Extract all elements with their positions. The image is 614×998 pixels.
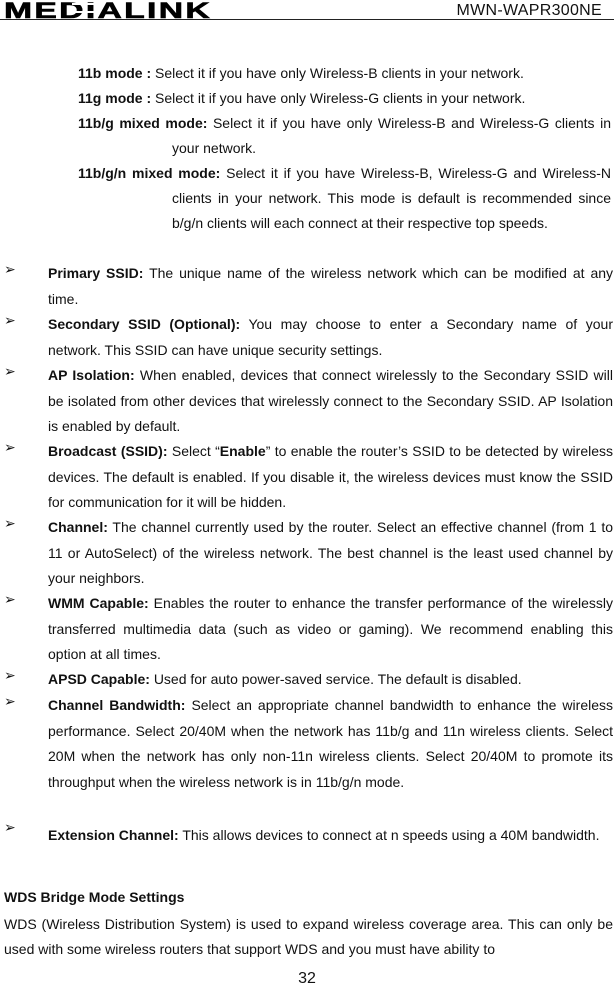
- item-label: Primary SSID:: [48, 265, 144, 281]
- mode-label: 11b mode :: [78, 65, 152, 81]
- arrow-bullet-icon: ➢: [4, 693, 16, 709]
- item-text: When enabled, devices that connect wirelessly to the Secondary SSID will be isolated from other devices that wirelessly connect to the Secondary SSID. AP Isolation is enabled by default.: [48, 367, 614, 434]
- section-paragraph: WDS (Wireless Distribution System) is used to expand wireless coverage area. This can only be used with some wireless routers that support WDS and you must have ability to: [4, 916, 613, 957]
- mode-label: 11g mode :: [78, 90, 152, 106]
- mode-text: Select it if you have only Wireless-B and Wireless-G clients in your network.: [172, 115, 611, 156]
- item-text: The unique name of the wireless network which can be modified at any time.: [48, 265, 614, 307]
- item-label: APSD Capable:: [48, 671, 150, 687]
- page-number: 32: [298, 970, 316, 987]
- item-text-pre: Select “: [171, 443, 220, 459]
- item-label: Extension Channel:: [48, 827, 179, 843]
- item-label: Broadcast (SSID):: [48, 443, 168, 459]
- item-text: Enables the router to enhance the transfer performance of the wirelessly transferred multimedia data (such as video or gaming). We recommend enabling this option at all times.: [48, 595, 613, 662]
- svg-text:MEDIALINK: MEDIALINK: [4, 0, 212, 22]
- section-heading: WDS Bridge Mode Settings: [4, 889, 185, 905]
- mode-item: [78, 61, 611, 86]
- mode-text: Select it if you have only Wireless-G clients in your network.: [155, 90, 526, 106]
- item-text: Select an appropriate channel bandwidth to enhance the wireless performance. Select 20/40M when the network has 11b/g and 11n wireless clients. Select 20M when the network has only non-11n wireless clients. Select 20/40M to promote its throughput when the wireless network is in 11b/g/n mode.: [48, 697, 614, 790]
- arrow-bullet-icon: ➢: [4, 515, 16, 531]
- mode-text: Select it if you have only Wireless-B clients in your network.: [155, 65, 524, 81]
- item-label: Secondary SSID (Optional):: [48, 316, 241, 332]
- mode-item: [78, 111, 611, 161]
- mode-item: [78, 161, 611, 236]
- arrow-bullet-icon: ➢: [4, 667, 16, 683]
- enable-keyword: Enable: [219, 443, 266, 459]
- model-number: MWN-WAPR300NE: [456, 2, 602, 19]
- arrow-bullet-icon: ➢: [4, 819, 16, 835]
- item-label: WMM Capable:: [48, 595, 149, 611]
- mode-text: Select it if you have Wireless-B, Wireless-G and Wireless-N clients in your network. This mode is default is recommended since b/g/n clients will each connect at their respective top speeds.: [172, 165, 611, 231]
- mode-item: [78, 86, 611, 111]
- arrow-bullet-icon: ➢: [4, 261, 16, 277]
- item-label: AP Isolation:: [48, 367, 135, 383]
- item-text: Used for auto power-saved service. The default is disabled.: [153, 671, 522, 687]
- header-rule: [0, 19, 614, 20]
- arrow-bullet-icon: ➢: [4, 591, 16, 607]
- item-label: Channel:: [48, 519, 108, 535]
- arrow-bullet-icon: ➢: [4, 439, 16, 455]
- item-text: ” to enable the router’s SSID to be detected by wireless devices. The default is enabled. If you disable it, the wireless devices must know the SSID for communication for it will be hidden.: [48, 443, 614, 510]
- mode-label: 11b/g/n mixed mode:: [78, 165, 221, 181]
- item-text: You may choose to enter a Secondary name of your network. This SSID can have unique security settings.: [48, 316, 613, 358]
- item-text: The channel currently used by the router. Select an effective channel (from 1 to 11 or AutoSelect) of the wireless network. The best channel is the least used channel by your neighbors.: [48, 519, 613, 586]
- arrow-bullet-icon: ➢: [4, 312, 16, 328]
- item-text: This allows devices to connect at n speeds using a 40M bandwidth.: [182, 827, 600, 843]
- item-label: Channel Bandwidth:: [48, 697, 186, 713]
- arrow-bullet-icon: ➢: [4, 363, 16, 379]
- mode-label: 11b/g mixed mode:: [78, 115, 208, 131]
